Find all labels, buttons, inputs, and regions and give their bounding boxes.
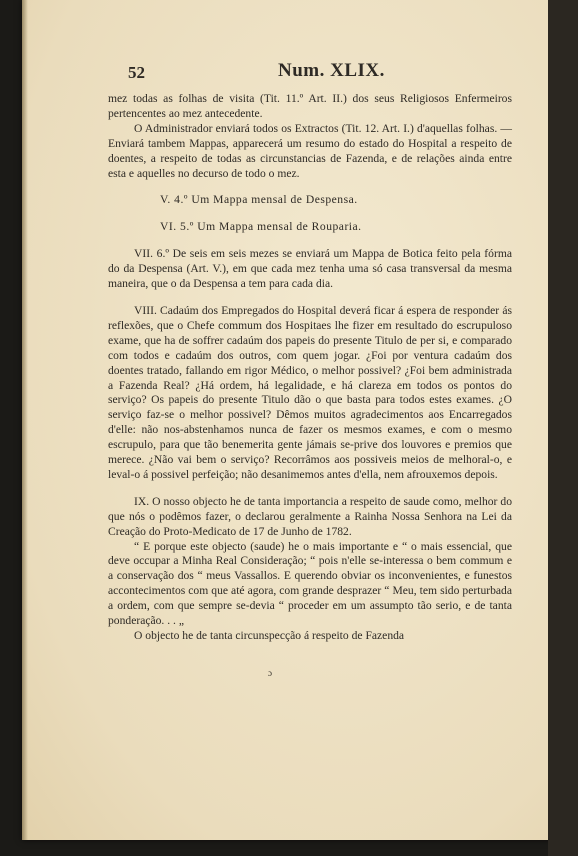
item-vii-botica: VII. 6.º De seis em seis mezes se enviará um Mappa de Botica feito pela fórma do da Despensa (Art. V.), em que cada mez tenha uma só casa transversal da mesma maneira, que o da Despensa a tem para cada dia. bbox=[108, 247, 512, 291]
scan-background-edge bbox=[548, 0, 578, 856]
page-gutter-shadow bbox=[22, 0, 28, 840]
page-text-block bbox=[108, 60, 512, 681]
quoted-law-passage: “ E porque este objecto (saude) he o mais importante e “ o mais essencial, que deve occupar a Minha Real Consideração; “ pois n'elle se-interessa o bem commum e a conservação dos “ meus Vassallos. E querendo obviar os inconvenientes, e funestos accontecimentos com que até agora, com grande desprazer “ Meu, tem sido perturbada a ordem, com que sempre se-devia “ proceder em um assumpto tão serio, e de tanta ponderação. . . „ bbox=[108, 539, 512, 628]
paragraph-fazenda: O objecto he de tanta circunspecção á respeito de Fazenda bbox=[134, 629, 405, 642]
paragraph-continuation: mez todas as folhas de visita (Tit. 11.º Art. II.) dos seus Religiosos Enfermeiros pertencentes ao mez antecedente. bbox=[108, 92, 512, 120]
page-header bbox=[128, 60, 512, 92]
page-number: 52 bbox=[128, 63, 145, 82]
item-viii-empregados: VIII. Cadaúm dos Empregados do Hospital deverá ficar á espera de responder ás reflexões, que o Chefe commum dos Hospitaes lhe fizer em resultado do escrupuloso exame, que ha de soffrer cadaúm dos papeis do presente Titulo de per si, e comparado com todos e cadaúm dos outros, com quem jogar. ¿Foi por ventura cadaúm dos doentes tratado, fallando em rigor Médico, o melhor possivel? ¿Foi bem administrada a Fazenda Real? ¿Há ordem, há legalidade, e há clareza em todos os pontos do serviço? Os papeis do presente Titulo dão o que basta para todos estes exames. ¿O serviço faz-se o melhor possivel? Dêmos muitos agradecimentos aos Encarregados d'elle: não nos-abstenhamos nunca de fazer os mesmos exames, e com o mesmo escrupulo, para que tão benemerita gente jámais se-prive dos louvores e premios que merece. ¿Não vai bem o serviço? Recorrâmos aos possiveis meios de melhoral-o, e leval-o á possivel perfeição; não desanimemos antes d'ella, nem afrouxemos depois. bbox=[108, 303, 512, 481]
page-title: Num. XLIX. bbox=[278, 60, 385, 81]
item-ix-objecto: IX. O nosso objecto he de tanta importancia a respeito de saude como, melhor do que nós o podêmos fazer, o declarou geralmente a Rainha Nossa Senhora na Lei da Creação do Proto-Medicato de 17 de Junho de 1782. bbox=[108, 494, 512, 538]
paragraph-administrator: O Administrador enviará todos os Extractos (Tit. 12. Art. I.) d'aquellas folhas. — Enviará tambem Mappas, apparecerá um resumo do estado do Hospital a respeito de doentes, a respeito de todas as circunstancias de Fazenda, e de relações ainda entre esta e aquelles no decurso de todo o mez. bbox=[108, 121, 512, 180]
item-vi-rouparia: VI. 5.º Um Mappa mensal de Rouparia. bbox=[160, 220, 362, 234]
item-v-despensa: V. 4.º Um Mappa mensal de Despensa. bbox=[160, 193, 358, 207]
signature-mark: ɔ bbox=[268, 667, 272, 678]
